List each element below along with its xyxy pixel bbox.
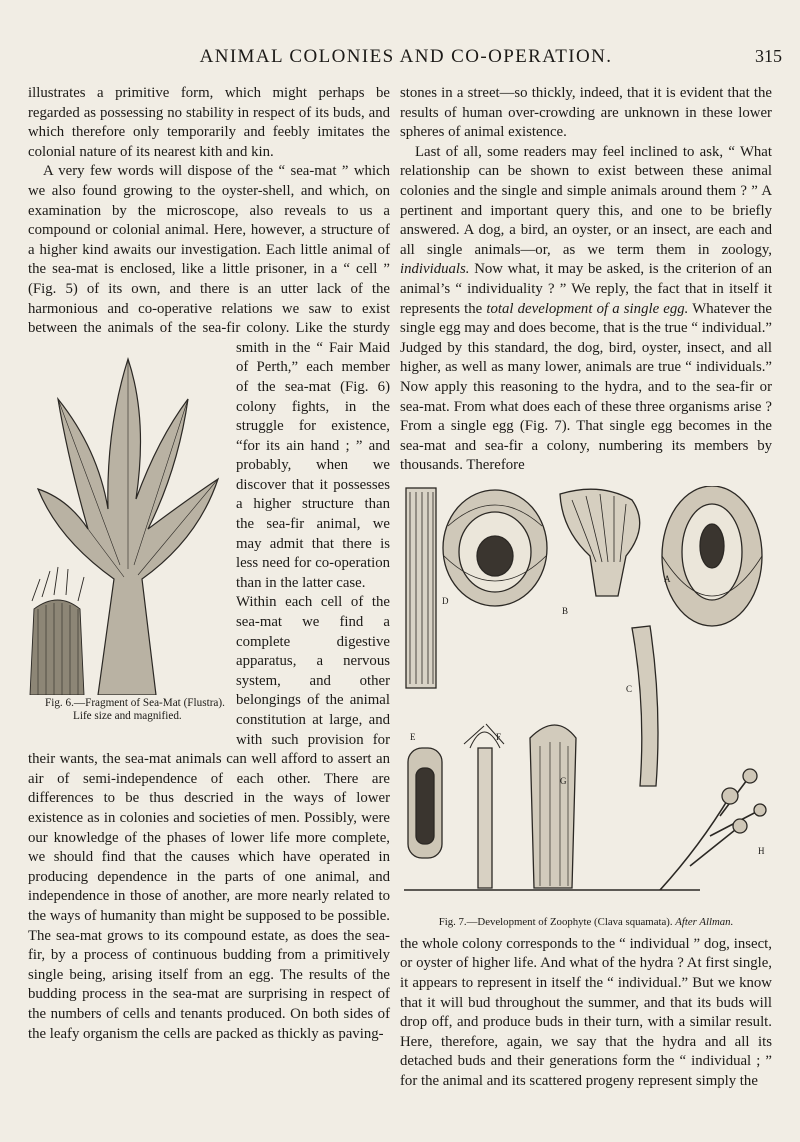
figure-7 xyxy=(400,486,772,929)
figure-label: G xyxy=(560,775,567,786)
caption-credit: After Allman. xyxy=(675,915,734,928)
sea-mat-illustration xyxy=(28,339,228,695)
figure-label: F xyxy=(496,731,502,742)
paragraph xyxy=(28,162,390,722)
paragraph-text: Now what, it may be asked, is the criterion of an animal’s “ individuality ? ” We reply, the fact that in itself it represents the xyxy=(400,261,772,317)
paragraph xyxy=(400,143,772,476)
figure-7-caption xyxy=(400,916,772,929)
figure-label: C xyxy=(626,683,633,694)
page-number: 315 xyxy=(755,46,782,66)
running-title: ANIMAL COLONIES AND CO-OPERATION. xyxy=(199,46,613,67)
emphasis: individuals. xyxy=(400,261,470,278)
figure-6-caption xyxy=(28,697,228,723)
figure-label: D xyxy=(442,595,449,606)
paragraph: Within each cell of the sea-mat we find a complete digestive apparatus, a nervous system, and other belongings of the animal constitution at large, and with such provision for their wants, the sea-mat animals can well afford to assert an air of semi-independence of each other. There are differences to be thus descried in the ways of lower existence as in colonies and societies of men. Possibly, were our knowledge of the phases of lower life more complete, we should find that the causes which have operated in producing dependence in the parts of one animal, and independence in those of another, are more nearly related to the ways of humanity than might be supposed to be possible. The sea-mat grows to its compound estate, as does the sea-fir, by a process of continuous budding from a primitively single being, arising itself from an egg. The results of the budding process in the sea-mat are surprising in respect of the numbers of cells and tenants produced. On both sides of the leafy organism the cells are packed as thickly as paving- xyxy=(28,594,390,1042)
emphasis: total development of a single egg. xyxy=(486,300,689,317)
zoophyte-development-illustration xyxy=(400,486,772,914)
paragraph: illustrates a primitive form, which might perhaps be regarded as possessing no stability in respect of its buds, and which therefore only temporarily and feebly imitates the colonial nature of its nearest kith and kin. xyxy=(28,85,390,160)
right-column xyxy=(400,84,772,1092)
figure-label: H xyxy=(758,845,765,856)
paragraph-text: Whatever the single egg may and does become, that is the true “ individual.” Judged by this standard, the dog, bird, oyster, insect, and all higher, as well as many lower, animals are true “ individuals.” Now apply this reasoning to the hydra, and to the sea-fir or sea-mat. From what does each of these three organisms arise ? From a single egg (Fig. 7). That single egg becomes in the sea-mat and sea-fir a colony, numbering its members by thousands. Therefore xyxy=(400,300,773,474)
paragraph: the whole colony corresponds to the “ individual ” dog, insect, or oyster of higher life. And what of the hydra ? At first single, it appears to represent in itself the “ individual.” But we know that it will bud throughout the summer, and that its buds will drop off, and produce buds in their turn, with a similar result. Here, therefore, again, we say that the hydra and all its detached buds and their generations form the “ individual ; ” for the animal and its scattered progeny represent simply the xyxy=(400,935,772,1090)
caption-text: Fig. 7.—Development of Zoophyte (Clava squamata). xyxy=(438,915,673,928)
figure-6 xyxy=(28,339,228,747)
figure-label: B xyxy=(562,605,569,616)
figure-label: A xyxy=(664,573,671,584)
figure-label: E xyxy=(410,731,416,742)
paragraph-text: A very few words will dispose of the “ sea-mat ” which we also found growing to the oyster-shell, and which, on examination by the microscope, also reveals to us a compound or colonial animal. Here, however, a structure of a higher kind awaits our investigation. Each little animal of the sea-mat is enclosed, like a little prisoner, in a “ cell ” (Fig. 5) of its own, and there is an utter lack of the harmonious and co-operative relations we saw to exist between the animals of the sea-fir colony. Like the sturdy smith xyxy=(28,163,390,356)
caption-line: Fig. 6.—Fragment of Sea-Mat (Flustra). xyxy=(45,696,225,709)
running-head xyxy=(30,44,782,70)
paragraph: stones in a street—so thickly, indeed, that it is evident that the results of human over-crowding are unknown in these lower spheres of animal existence. xyxy=(400,85,772,141)
paragraph-text: in the “ Fair Maid of Perth,” each member of the sea-mat (Fig. 6) colony fights, in the struggle for existence, “for its ain hand ; ” and probably, when we discover that it possesses a higher structure than the sea-fir animal, we may admit that there is less need for co-operation than in the latter case. xyxy=(236,339,390,591)
left-column xyxy=(28,84,390,1044)
paragraph-text: Last of all, some readers may feel inclined to ask, “ What relationship can be shown to exist between these animal colonies and the single and simple animals around them ? ” A pertinent and important query this, and one to be briefly answered. A dog, a bird, an oyster, or an insect, are each and all single animals—or, as we term them in zoology, xyxy=(400,143,772,258)
caption-line: Life size and magnified. xyxy=(73,709,182,722)
